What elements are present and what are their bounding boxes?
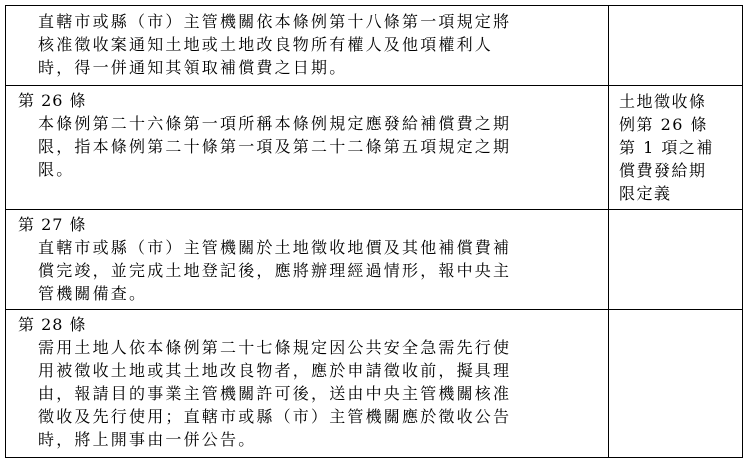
article-line: 時，將上開事由一併公告。	[38, 430, 257, 449]
explanation-cell	[609, 6, 743, 86]
explanation-line: 償費發給期	[619, 161, 707, 180]
article-row	[6, 6, 743, 86]
article-line: 管機關備查。	[38, 284, 148, 303]
explanation-text	[609, 86, 742, 209]
article-line: 本條例第二十六條第一項所稱本條例規定應發給補償費之期	[38, 114, 512, 133]
article-body	[18, 236, 600, 305]
article-body	[18, 112, 600, 181]
article-line: 限，指本條例第二十條第一項及第二十二條第五項規定之期	[38, 137, 512, 156]
article-row	[6, 210, 743, 310]
explanation-cell	[609, 310, 743, 458]
article-text-cell	[6, 6, 609, 86]
article-text-cell	[6, 310, 609, 458]
article-line: 時，得一併通知其領取補償費之日期。	[38, 58, 348, 77]
article-row	[6, 310, 743, 458]
article-body	[18, 10, 600, 79]
article-text-cell	[6, 210, 609, 310]
explanation-line: 限定義	[619, 184, 672, 203]
article-line: 徵收及先行使用；直轄市或縣（市）主管機關應於徵收公告	[38, 407, 512, 426]
article-text-cell	[6, 86, 609, 210]
regulation-table	[5, 5, 743, 458]
article-body	[18, 336, 600, 451]
article-line: 償完竣，並完成土地登記後，應將辦理經過情形，報中央主	[38, 261, 512, 280]
explanation-line: 土地徵收條	[619, 92, 707, 111]
article-number: 第 26 條	[18, 91, 87, 110]
article-line: 直轄市或縣（市）主管機關於土地徵收地價及其他補償費補	[38, 238, 512, 257]
article-number: 第 27 條	[18, 215, 87, 234]
article-line: 直轄市或縣（市）主管機關依本條例第十八條第一項規定將	[38, 12, 512, 31]
explanation-cell	[609, 210, 743, 310]
article-line: 限。	[38, 160, 75, 179]
explanation-line: 第 1 項之補	[619, 138, 714, 157]
article-row	[6, 86, 743, 210]
article-line: 用被徵收土地或其土地改良物者，應於申請徵收前，擬具理	[38, 361, 512, 380]
explanation-cell	[609, 86, 743, 210]
explanation-line: 例第 26 條	[619, 115, 709, 134]
article-line: 由，報請目的事業主管機關許可後，送由中央主管機關核准	[38, 384, 512, 403]
article-line: 核准徵收案通知土地或土地改良物所有權人及他項權利人	[38, 35, 494, 54]
article-number: 第 28 條	[18, 315, 87, 334]
article-line: 需用土地人依本條例第二十七條規定因公共安全急需先行使	[38, 338, 512, 357]
